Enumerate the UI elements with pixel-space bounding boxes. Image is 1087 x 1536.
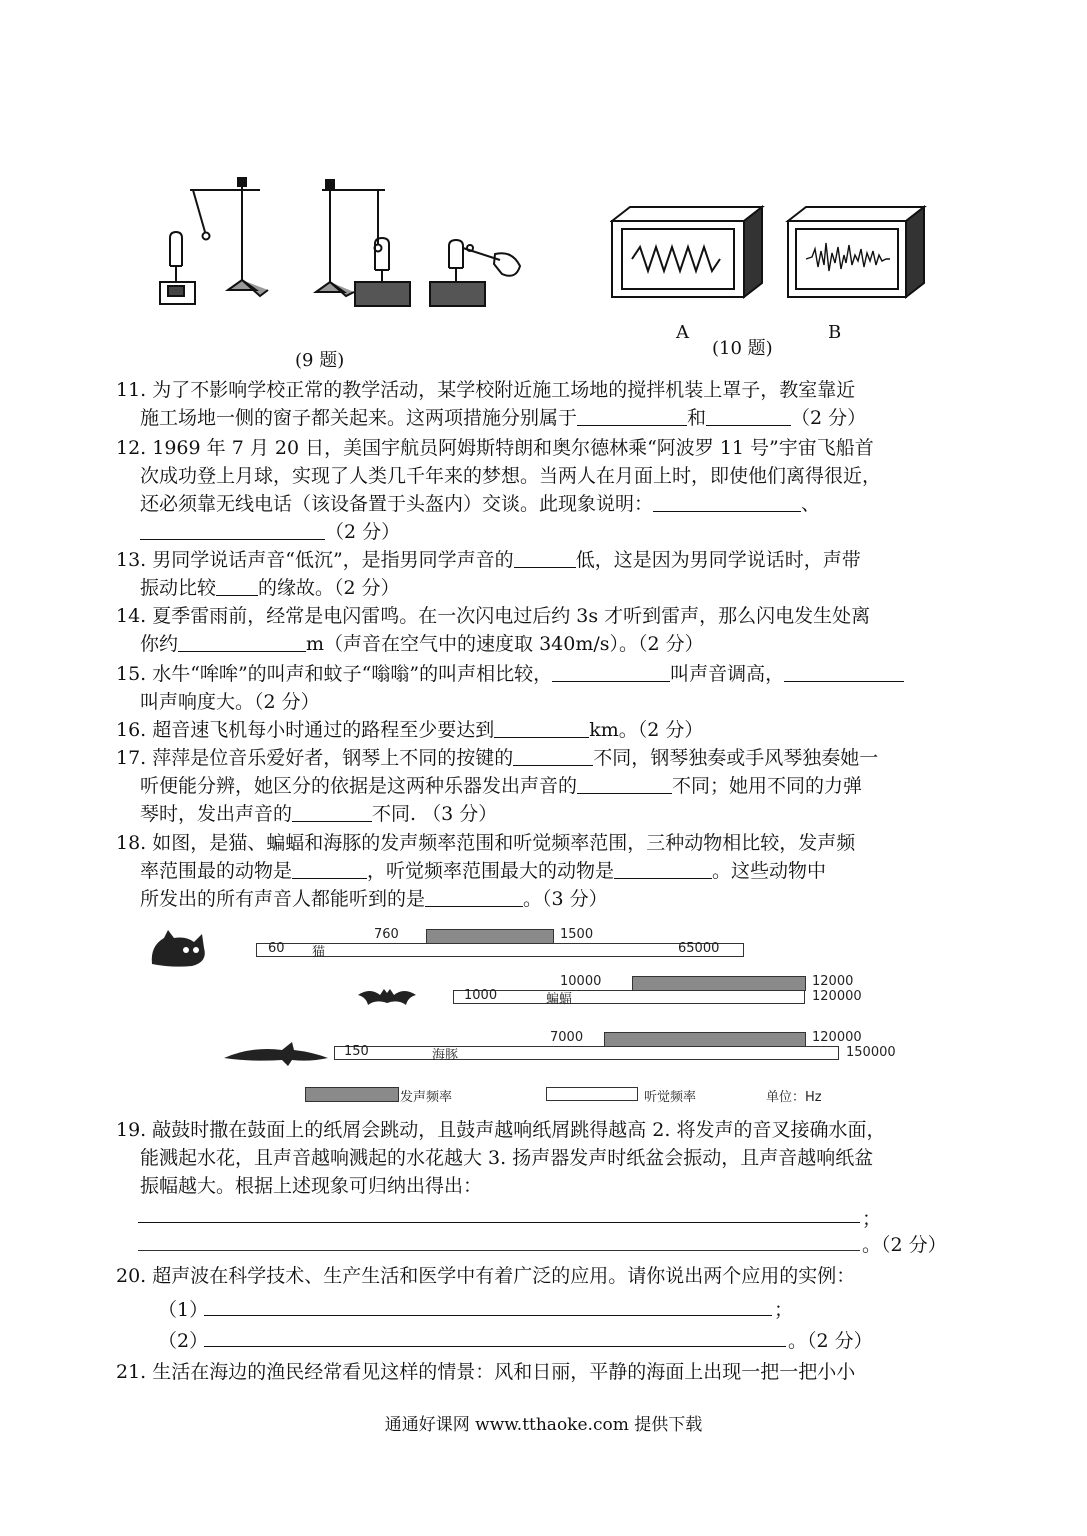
fig10-label-a: A [676,322,689,343]
q20-answer-line-2[interactable] [204,1346,786,1347]
page-footer: 通通好课网 www.tthaoke.com 提供下载 [384,1415,703,1435]
q11-blank-1[interactable] [577,405,687,426]
bat-emit-low-label: 10000 [560,974,602,989]
question-13 [116,546,976,602]
q18-line3: 所发出的所有声音人都能听到的是 。（3 分） [140,888,608,910]
cat-hear-bar [256,943,744,957]
question-18 [116,829,976,913]
q19-line3: 振幅越大。根据上述现象可归纳出得出： [140,1175,483,1197]
cat-icon [146,928,208,968]
fig10-label-b: B [828,322,842,343]
fig10-oscilloscope-illustration [610,205,930,305]
question-16 [116,716,976,744]
q20-item2-label: （2） [158,1330,209,1352]
dolphin-emit-bar [604,1032,806,1047]
q19-line4-end: ； [862,1208,882,1230]
q20-answer-line-1[interactable] [204,1315,772,1316]
q19-answer-line-1[interactable] [138,1222,860,1223]
cat-name-label: 猫 [312,945,326,960]
q18-line1: 18. 如图，是猫、蝙蝠和海豚的发声频率范围和听觉频率范围，三种动物相比较，发声频 [116,832,856,854]
q20-item1-label: （1） [158,1299,209,1321]
q14-line1: 14. 夏季雷雨前，经常是电闪雷鸣。在一次闪电过后约 3s 才听到雷声，那么闪电发生处离 [116,605,871,627]
q12-line3: 还必须靠无线电话（该设备置于头盔内）交谈。此现象说明： 、 [140,493,821,515]
dolphin-icon [222,1040,330,1068]
q19-answer-line-2[interactable] [138,1250,860,1251]
bat-hear-bar [453,990,805,1004]
fig10-caption: (10 题) [712,338,773,359]
q18-blank-3[interactable] [425,886,523,907]
q15-blank-1[interactable] [552,661,670,682]
q13-blank-1[interactable] [514,547,576,568]
q20-item2-end: 。（2 分） [788,1330,873,1352]
q15-line2: 叫声响度大。（2 分） [140,691,320,713]
bat-emit-high-label: 12000 [812,974,854,989]
cat-emit-high-label: 1500 [560,927,594,942]
legend-unit-label: 单位：Hz [766,1090,822,1105]
q21-line1: 21. 生活在海边的渔民经常看见这样的情景：风和日丽，平静的海面上出现一把一把小小 [116,1361,856,1383]
q12-line4: （2 分） [116,518,976,546]
q11-line1: 11. 为了不影响学校正常的教学活动，某学校附近施工场地的搅拌机装上罩子，教室靠近 [116,379,856,401]
question-17 [116,744,976,828]
q18-line2: 率范围最的动物是 ，听觉频率范围最大的动物是 。这些动物中 [140,860,827,882]
question-11 [116,376,976,432]
q17-line2: 听便能分辨，她区分的依据是这两种乐器发出声音的 不同；她用不同的力弹 [140,775,863,797]
q19-line5-end: 。（2 分） [862,1234,947,1256]
dolphin-emit-low-label: 7000 [550,1030,584,1045]
q11-line2: 施工场地一侧的窗子都关起来。这两项措施分别属于 和 （2 分） [140,407,867,429]
bat-emit-bar [632,976,806,991]
fig9-caption: (9 题) [295,350,345,371]
bat-hear-low-label: 1000 [464,988,498,1003]
cat-hear-low-label: 60 [268,941,285,956]
q12-blank-1[interactable] [653,491,801,512]
dolphin-hear-bar [334,1046,839,1060]
q11-blank-2[interactable] [706,405,791,426]
question-15 [116,660,976,716]
q15-blank-2[interactable] [784,661,904,682]
bat-icon [356,985,418,1007]
q13-line2: 振动比较 的缘故。（2 分） [140,577,400,599]
q16-blank[interactable] [494,717,589,738]
question-20 [116,1262,976,1290]
fig9-tuning-fork-illustration [150,170,540,315]
bat-hear-high-label: 120000 [812,989,862,1004]
legend-hear-swatch [546,1087,638,1101]
q20-item1-end: ； [774,1299,794,1321]
q17-blank-2[interactable] [577,773,672,794]
question-19 [116,1116,976,1200]
cat-hear-high-label: 65000 [678,941,720,956]
dolphin-hear-low-label: 150 [344,1044,369,1059]
q17-line3: 琴时，发出声音的 不同. （3 分） [140,803,498,825]
q13-line1: 13. 男同学说话声音“低沉”，是指男同学声音的 低，这是因为男同学说话时，声带 [116,549,861,571]
q20-line1: 20. 超声波在科学技术、生产生活和医学中有着广泛的应用。请你说出两个应用的实例： [116,1265,856,1287]
q18-blank-2[interactable] [614,858,712,879]
dolphin-name-label: 海豚 [432,1048,459,1063]
q18-blank-1[interactable] [292,858,367,879]
q16-line1: 16. 超音速飞机每小时通过的路程至少要达到 km。（2 分） [116,719,704,741]
q12-blank-2[interactable] [140,519,325,540]
q19-line2: 能溅起水花，且声音越响溅起的水花越大 3. 扬声器发声时纸盆会振动，且声音越响纸盆 [140,1147,874,1169]
dolphin-hear-high-label: 150000 [846,1045,896,1060]
question-21 [116,1358,976,1386]
dolphin-emit-high-label: 120000 [812,1030,862,1045]
legend-emit-swatch [305,1087,399,1102]
q15-line1: 15. 水牛“哞哞”的叫声和蚊子“嗡嗡”的叫声相比较， 叫声音调高， [116,660,976,688]
q17-blank-1[interactable] [513,745,593,766]
cat-emit-low-label: 760 [374,927,399,942]
q12-line2: 次成功登上月球，实现了人类几千年来的梦想。当两人在月面上时，即使他们离得很近， [140,465,882,487]
legend-emit-label: 发声频率 [400,1090,453,1105]
q19-line1: 19. 敲鼓时撒在鼓面上的纸屑会跳动，且鼓声越响纸屑跳得越高 2. 将发声的音叉接确水面， [116,1119,886,1141]
q12-line1: 12. 1969 年 7 月 20 日，美国宇航员阿姆斯特朗和奥尔德林乘“阿波罗 11 号”宇宙飞船首 [116,437,874,459]
question-12 [116,434,976,546]
bat-name-label: 蝙蝠 [546,992,573,1007]
question-14 [116,602,976,658]
q13-blank-2[interactable] [216,575,258,596]
q17-blank-3[interactable] [292,801,372,822]
q17-line1: 17. 萍萍是位音乐爱好者，钢琴上不同的按键的 不同，钢琴独奏或手风琴独奏她一 [116,747,879,769]
legend-hear-label: 听觉频率 [644,1090,697,1105]
q14-blank[interactable] [178,631,306,652]
q14-line2: 你约 m（声音在空气中的速度取 340m/s）。（2 分） [140,633,704,655]
